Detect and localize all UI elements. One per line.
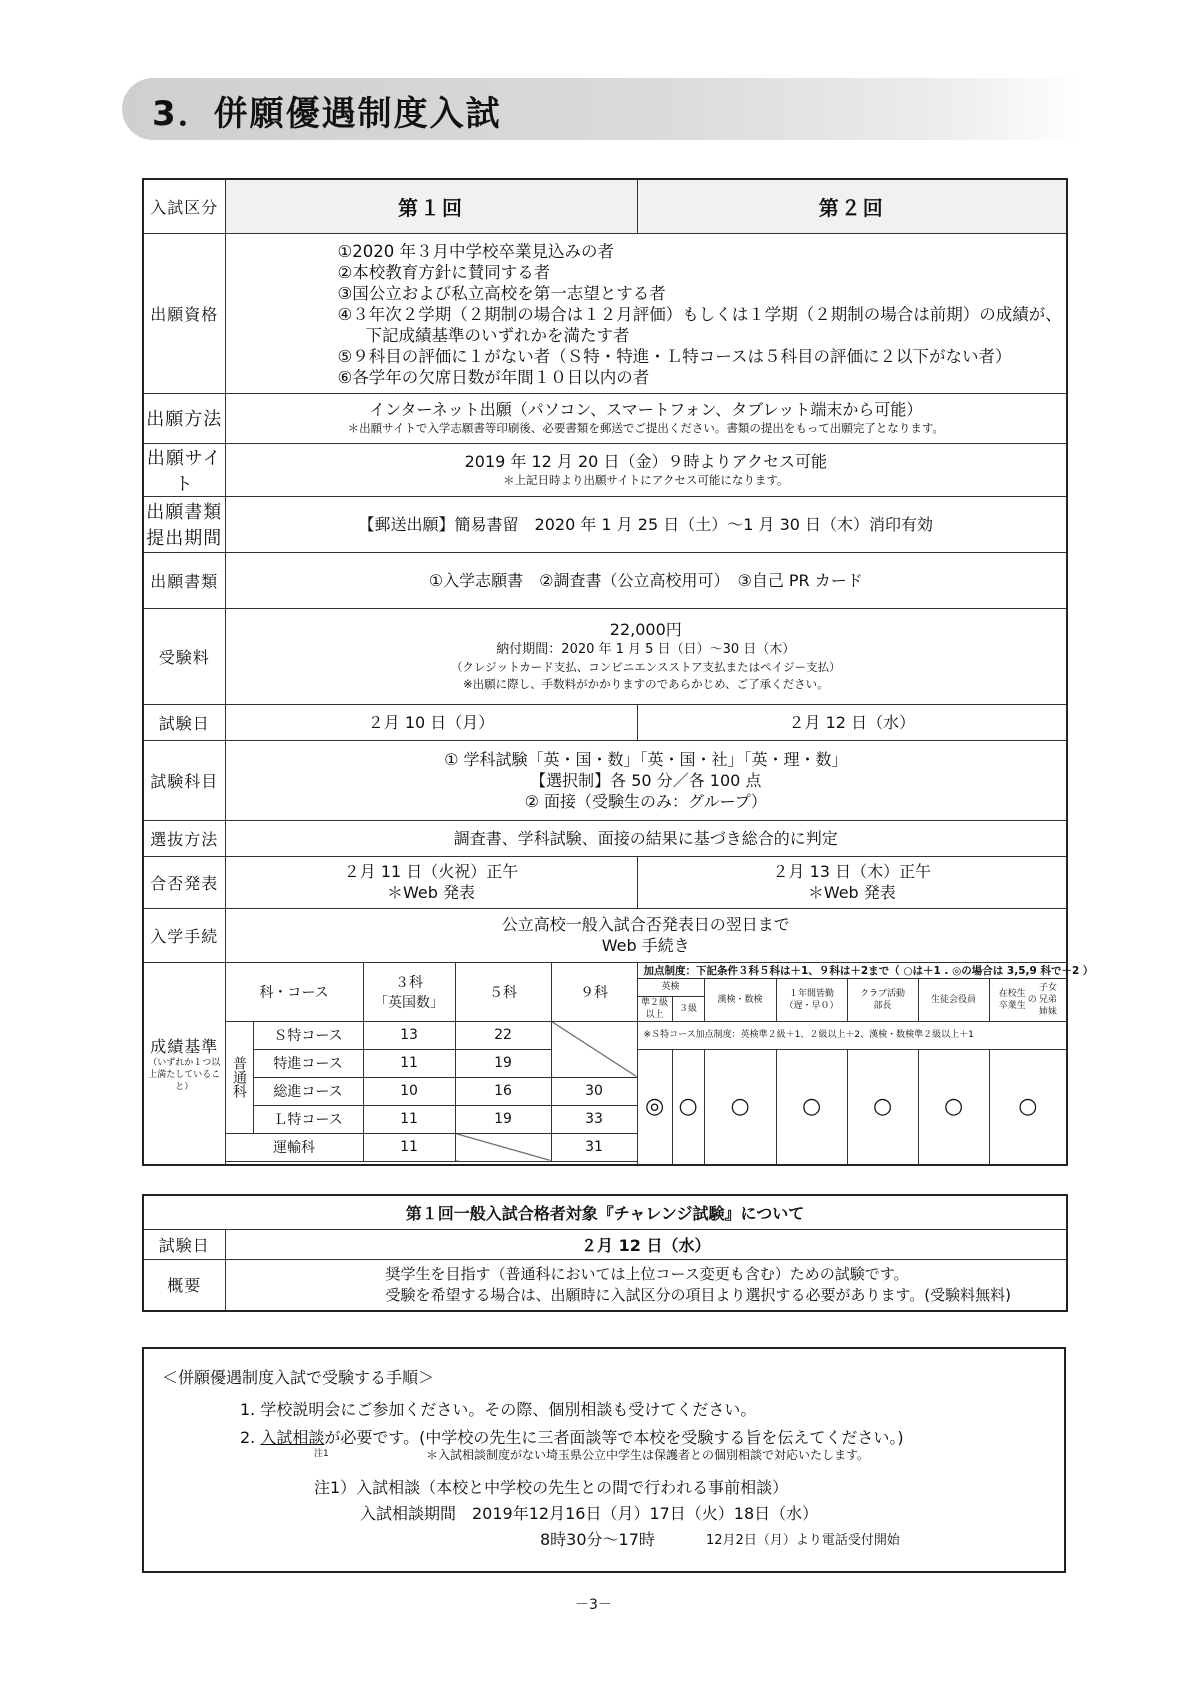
bonus-mark: ○ (989, 1049, 1067, 1165)
method-cell (225, 393, 1067, 443)
bonus-sibling (989, 978, 1067, 1021)
site-text: 2019 年 12 月 20 日（金）９時よりアクセス可能 (464, 451, 827, 471)
label-criteria: 成績基準 (150, 1036, 219, 1056)
score-5: 16 (455, 1077, 551, 1105)
bonus-eiken-3: ３級 (672, 996, 704, 1021)
announcement-round-2 (637, 856, 1067, 908)
procedure-step-2-note: ＊入試相談制度がない埼玉県公立中学生は保護者との個別相談で対応いたします。 (426, 1448, 870, 1462)
bonus-club (847, 978, 918, 1021)
documents-text: ①入学志願書 ②調査書（公立高校用可） ③自己 PR カード (225, 552, 1067, 608)
score-5-empty (455, 1133, 551, 1161)
score-3: 11 (363, 1105, 455, 1133)
qualification-list (225, 233, 1067, 393)
bonus-kanken (704, 978, 776, 1021)
score-9-empty (551, 1021, 637, 1077)
exam-date-round-2: ２月 12 日（水） (637, 704, 1067, 740)
bonus-mark: ○ (847, 1049, 918, 1165)
label-exam-date: 試験日 (143, 704, 225, 740)
enrollment-line: Web 手続き (601, 936, 690, 955)
admission-info-table (142, 178, 1094, 1166)
procedure-step-2-link: 入試相談 (260, 1428, 325, 1447)
section-title-band (122, 78, 1082, 140)
label-enrollment: 入学手続 (143, 908, 225, 962)
site-note: ＊上記日時より出願サイトにアクセス可能になります。 (503, 472, 789, 487)
label-criteria-note: （いずれか１つ以上満たしていること） (148, 1057, 221, 1092)
bonus-sibling-line: 卒業生 (998, 1000, 1026, 1011)
header-round-1: 第１回 (225, 179, 637, 233)
score-5: 22 (455, 1021, 551, 1049)
bonus-sibling-line: 兄弟 (1038, 994, 1057, 1005)
challenge-overview (225, 1259, 1067, 1311)
label-criteria-cell (143, 962, 225, 1165)
method-note: ＊出願サイトで入学志願書等印刷後、必要書類を郵送でご提出ください。書類の提出をもって出願完了となります。 (347, 421, 944, 435)
section-title: 3．併願優遇制度入試 (152, 94, 502, 134)
qualification-item: ④３年次２学期（２期制の場合は１２月評価）もしくは１学期（２期制の場合は前期）の成績が、 (337, 304, 1062, 324)
score-3: 11 (363, 1133, 455, 1161)
label-site: 出願サイト (143, 443, 225, 496)
procedure-step-2-mark: 注1 (314, 1449, 329, 1459)
label-documents: 出願書類 (143, 552, 225, 608)
procedure-note-1-phone: 12月2日（月）より電話受付開始 (706, 1533, 900, 1548)
bonus-club-line: 部長 (873, 1000, 892, 1011)
label-selection: 選抜方法 (143, 820, 225, 856)
criteria-col-9: ９科 (551, 962, 637, 1021)
fee-methods: （クレジットカード支払、コンビニエンスストア支払またはペイジー支払） (450, 660, 841, 674)
challenge-title: 第１回一般入試合格者対象『チャレンジ試験』について (143, 1195, 1067, 1229)
bonus-mark: ○ (672, 1049, 704, 1165)
label-exam-category: 入試区分 (143, 179, 225, 233)
score-9: 33 (551, 1105, 637, 1133)
criteria-col-5: ５科 (455, 962, 551, 1021)
fee-amount: 22,000円 (609, 620, 682, 639)
fee-period: 納付期間：2020 年 1 月 5 日（日）～30 日（木） (496, 642, 796, 657)
bonus-eiken-pre2: 準２級以上 (637, 996, 672, 1021)
selection-text: 調査書、学科試験、面接の結果に基づき総合的に判定 (225, 820, 1067, 856)
fee-cell (225, 608, 1067, 704)
challenge-date-label: 試験日 (143, 1229, 225, 1259)
bonus-attendance-line: １年間皆勤 (789, 988, 835, 999)
general-department: 普通科 (225, 1021, 253, 1133)
challenge-date: ２月 12 日（水） (225, 1229, 1067, 1259)
procedure-box (142, 1347, 1066, 1573)
subjects-line: 【選択制】各 50 分／各 100 点 (530, 770, 762, 790)
challenge-overview-label: 概要 (143, 1259, 225, 1311)
label-method: 出願方法 (143, 393, 225, 443)
challenge-overview-line: 受験を希望する場合は、出願時に入試区分の項目より選択する必要があります。(受験料無料) (385, 1285, 1012, 1304)
qualification-item: ③国公立および私立高校を第一志望とする者 (337, 283, 666, 303)
procedure-step-1: 1. 学校説明会にご参加ください。その際、個別相談も受けてください。 (240, 1400, 757, 1419)
course-name: 総進コース (253, 1077, 363, 1105)
period-text: 【郵送出願】簡易書留 2020 年 1 月 25 日（土）～1 月 30 日（木）消印有効 (225, 496, 1067, 552)
bonus-council: 生徒会役員 (918, 978, 989, 1021)
procedure-note-1-time: 8時30分～17時 (540, 1530, 655, 1549)
bonus-sibling-line: 在校生 (998, 988, 1026, 999)
procedure-step-2-number: 2. (240, 1428, 256, 1447)
course-name: Ｌ特コース (253, 1105, 363, 1133)
bonus-mark: ○ (776, 1049, 847, 1165)
bonus-mark: ○ (918, 1049, 989, 1165)
bonus-attendance (776, 978, 847, 1021)
qualification-item: ⑥各学年の欠席日数が年間１０日以内の者 (337, 367, 650, 387)
course-name: Ｓ特コース (253, 1021, 363, 1049)
criteria-spacer (225, 1161, 637, 1165)
label-announcement: 合否発表 (143, 856, 225, 908)
bonus-sibling-mid: の (1027, 994, 1037, 1005)
label-period-line: 出願書類 (146, 502, 223, 523)
bonus-sibling-line: 子女 (1038, 982, 1057, 993)
col-3-line: ３科 (395, 974, 423, 991)
procedure-step-2-text: が必要です。(中学校の先生に三者面談等で本校を受験する旨を伝えてください。) (324, 1428, 904, 1447)
bonus-club-line: クラブ活動 (860, 988, 906, 999)
score-3: 11 (363, 1049, 455, 1077)
course-name: 運輸科 (225, 1133, 363, 1161)
criteria-course-header: 科・コース (225, 962, 363, 1021)
bonus-kanken-label: 漢検・数検 (717, 994, 763, 1005)
label-qualification: 出願資格 (143, 233, 225, 393)
score-3: 10 (363, 1077, 455, 1105)
score-5: 19 (455, 1049, 551, 1077)
announcement-date: ２月 11 日（火祝）正午 (343, 862, 519, 881)
subjects-line: ② 面接（受験生のみ：グループ） (524, 791, 767, 811)
label-period (143, 496, 225, 552)
procedure-note-1-title: 注1）入試相談（本校と中学校の先生との間で行われる事前相談） (314, 1478, 789, 1497)
enrollment-line: 公立高校一般入試合否発表日の翌日まで (501, 915, 790, 934)
bonus-s-note: ※Ｓ特コース加点制度：英検準２級＋1、２級以上＋2、漢検・数検準２級以上＋1 (637, 1021, 1067, 1049)
qualification-item: ⑤９科目の評価に１がない者（Ｓ特・特進・Ｌ特コースは５科目の評価に２以下がない者） (337, 346, 1012, 366)
bonus-sibling-line: 姉妹 (1038, 1006, 1057, 1017)
fee-note: ※出願に際し、手数料がかかりますのであらかじめ、ご了承ください。 (462, 677, 829, 691)
announcement-web: ＊Web 発表 (807, 883, 896, 902)
announcement-date: ２月 13 日（木）正午 (772, 862, 932, 881)
bonus-eiken: 英検 (637, 978, 704, 996)
procedure-title: ＜併願優遇制度入試で受験する手順＞ (162, 1368, 435, 1387)
exam-date-round-1: ２月 10 日（月） (225, 704, 637, 740)
score-9: 31 (551, 1133, 637, 1161)
procedure-step-2 (240, 1425, 904, 1448)
subjects-line: ① 学科試験「英・国・数」「英・国・社」「英・理・数」 (444, 749, 848, 769)
announcement-round-1 (225, 856, 637, 908)
site-cell (225, 443, 1067, 496)
procedure-note-1-period: 入試相談期間 2019年12月16日（月）17日（火）18日（水） (360, 1504, 819, 1523)
qualification-item: ②本校教育方針に賛同する者 (337, 262, 551, 282)
announcement-web: ＊Web 発表 (387, 883, 476, 902)
page-number: －3－ (575, 1597, 612, 1613)
label-subjects: 試験科目 (143, 740, 225, 820)
qualification-item: 下記成績基準のいずれかを満たす者 (365, 325, 630, 345)
header-round-2: 第２回 (637, 179, 1067, 233)
bonus-mark: ◎ (637, 1049, 672, 1165)
challenge-table (142, 1194, 1068, 1312)
course-name: 特進コース (253, 1049, 363, 1077)
qualification-item: ①2020 年３月中学校卒業見込みの者 (337, 241, 615, 261)
method-text: インターネット出願（パソコン、スマートフォン、タブレット端末から可能） (369, 400, 923, 419)
score-5: 19 (455, 1105, 551, 1133)
criteria-col-3 (363, 962, 455, 1021)
score-9: 30 (551, 1077, 637, 1105)
bonus-attendance-line: （遅・早０） (784, 1000, 839, 1011)
bonus-mark: ○ (704, 1049, 776, 1165)
bonus-title: 加点制度：下記条件３科５科は＋1、９科は＋2まで（ ○は＋1 . ◎の場合は 3,5,9 科で＋2 ） (637, 962, 1067, 978)
label-period-line: 提出期間 (146, 528, 223, 549)
col-3-line: 「英国数」 (374, 994, 444, 1011)
challenge-overview-line: 奨学生を目指す（普通科においては上位コース変更も含む）ための試験です。 (385, 1264, 909, 1283)
score-3: 13 (363, 1021, 455, 1049)
enrollment-cell (225, 908, 1067, 962)
subjects-cell (225, 740, 1067, 820)
label-fee: 受験料 (143, 608, 225, 704)
